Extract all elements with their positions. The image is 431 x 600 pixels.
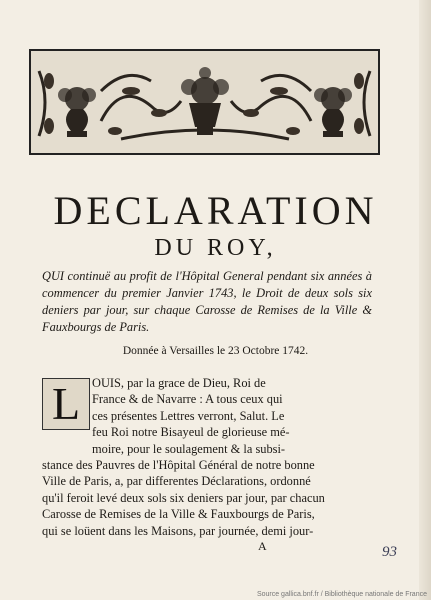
body-line: ces présentes Lettres verront, Salut. Le — [92, 408, 285, 423]
drop-cap-letter: L — [51, 378, 81, 429]
body-line: moire, pour le soulagement & la subsi- — [92, 441, 286, 456]
body-line: Ville de Paris, a, par differentes Déclarations, ordonné — [42, 474, 311, 489]
body-line: stance des Pauvres de l'Hôpital Général de notre bonne — [42, 457, 315, 472]
document-title: DECLARATION — [53, 188, 378, 233]
body-line: OUIS, par la grace de Dieu, Roi de — [92, 376, 266, 390]
source-credit: Source gallica.bnf.fr / Bibliothèque nationale de France — [256, 591, 427, 598]
body-line: Carosse de Remises de la Ville & Fauxbourgs de Paris, — [42, 507, 315, 522]
headpiece-engraving — [31, 51, 378, 153]
body-line: France & de Navarre : A tous ceux qui — [92, 392, 283, 407]
catchword: A — [258, 539, 267, 553]
page-edge — [419, 0, 431, 600]
folio-number: 93 — [382, 544, 397, 560]
ornamental-headpiece — [29, 49, 380, 155]
body-text — [42, 375, 372, 539]
body-line: qui se loüent dans les Maisons, par journée, demi jour- — [42, 523, 314, 538]
body-line: feu Roi notre Bisayeul de glorieuse mé- — [92, 425, 290, 440]
date-given: Donnée à Versailles le 23 Octobre 1742. — [122, 345, 309, 357]
document-subtitle: DU ROY, — [154, 235, 277, 261]
intro-summary: QUI continuë au profit de l'Hôpital General pendant six années à commencer du premier Janvier 1743, le Droit de deux sols six deniers par jour, sur chaque Carosse de Remises de la Ville & Fauxbourgs de Paris. — [42, 269, 372, 334]
body-line: qu'il feroit levé deux sols six deniers par jour, par chacun — [42, 490, 325, 505]
